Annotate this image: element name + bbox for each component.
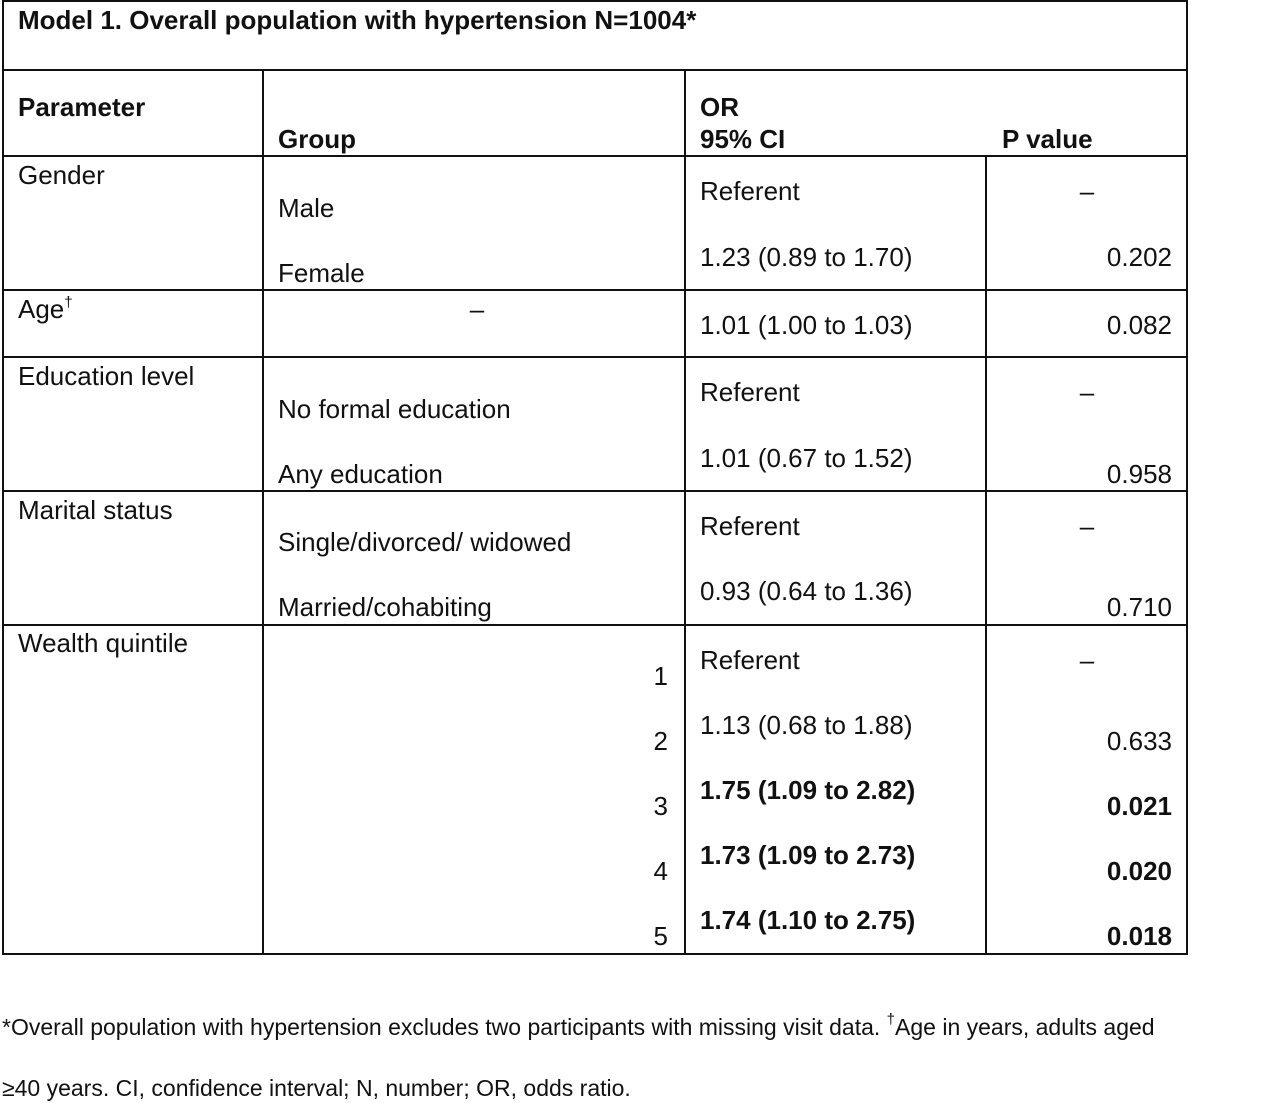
- or-wealth-3: 1.75 (1.09 to 2.82): [700, 775, 916, 805]
- or-education-none: Referent: [700, 377, 800, 407]
- rule-header: [2, 155, 1188, 157]
- group-female: Female: [278, 258, 365, 288]
- footnote-text-b: Age in years, adults aged: [895, 1014, 1155, 1040]
- or-gender-male: Referent: [700, 176, 800, 206]
- param-education: Education level: [18, 361, 195, 391]
- p-wealth-4: 0.020: [1106, 856, 1172, 886]
- group-age: –: [469, 294, 485, 324]
- header-ci: 95% CI: [700, 124, 786, 154]
- footnote-line-2: ≥40 years. CI, confidence interval; N, number; OR, odds ratio.: [2, 1075, 631, 1101]
- p-marital-married: 0.710: [1106, 592, 1172, 622]
- rule-top: [2, 0, 1188, 2]
- table-title: Model 1. Overall population with hypertension N=1004*: [18, 5, 697, 35]
- header-parameter: Parameter: [18, 92, 146, 122]
- or-marital-single: Referent: [700, 511, 800, 541]
- group-wealth-3: 3: [653, 791, 668, 821]
- rule-gender: [2, 289, 1188, 291]
- header-or: OR: [700, 92, 739, 122]
- p-wealth-1: –: [1079, 645, 1095, 675]
- header-pvalue: P value: [1002, 124, 1093, 154]
- or-wealth-5: 1.74 (1.10 to 2.75): [700, 905, 916, 935]
- or-marital-married: 0.93 (0.64 to 1.36): [700, 576, 913, 606]
- p-education-any: 0.958: [1106, 459, 1172, 489]
- or-wealth-1: Referent: [700, 645, 800, 675]
- param-marital: Marital status: [18, 495, 173, 525]
- or-wealth-2: 1.13 (0.68 to 1.88): [700, 710, 913, 740]
- param-age-sup: †: [64, 294, 73, 311]
- p-gender-male: –: [1079, 176, 1095, 206]
- rule-group-or: [684, 69, 686, 955]
- or-gender-female: 1.23 (0.89 to 1.70): [700, 242, 913, 272]
- p-wealth-5: 0.018: [1106, 921, 1172, 951]
- footnote-line-1: [2, 1012, 1155, 1042]
- p-wealth-3: 0.021: [1106, 791, 1172, 821]
- group-married: Married/cohabiting: [278, 592, 492, 622]
- or-age: 1.01 (1.00 to 1.03): [700, 310, 913, 340]
- or-wealth-4: 1.73 (1.09 to 2.73): [700, 840, 916, 870]
- footnote-text-a: *Overall population with hypertension excludes two participants with missing visit data.: [2, 1014, 887, 1040]
- group-single: Single/divorced/ widowed: [278, 527, 572, 557]
- rule-or-p: [985, 155, 987, 955]
- rule-left: [2, 0, 4, 955]
- footnote-dagger: †: [886, 1011, 896, 1028]
- p-wealth-2: 0.633: [1106, 726, 1172, 756]
- rule-title: [2, 69, 1188, 71]
- param-age-label: Age: [18, 294, 65, 324]
- param-age: [18, 294, 73, 324]
- rule-right: [1186, 0, 1188, 955]
- p-marital-single: –: [1079, 511, 1095, 541]
- group-any-education: Any education: [278, 459, 443, 489]
- group-wealth-4: 4: [653, 856, 668, 886]
- param-wealth: Wealth quintile: [18, 628, 189, 658]
- group-wealth-1: 1: [653, 661, 668, 691]
- rule-bottom: [2, 953, 1188, 955]
- group-wealth-2: 2: [653, 726, 668, 756]
- or-education-any: 1.01 (0.67 to 1.52): [700, 443, 913, 473]
- rule-age: [2, 356, 1188, 358]
- rule-param-group: [262, 69, 264, 955]
- group-male: Male: [278, 193, 335, 223]
- group-wealth-5: 5: [653, 921, 668, 951]
- group-no-formal-education: No formal education: [278, 394, 511, 424]
- rule-education: [2, 490, 1188, 492]
- p-age: 0.082: [1106, 310, 1172, 340]
- regression-table: [2, 0, 1188, 955]
- p-education-none: –: [1079, 377, 1095, 407]
- rule-marital: [2, 624, 1188, 626]
- param-gender: Gender: [18, 160, 105, 190]
- p-gender-female: 0.202: [1106, 242, 1172, 272]
- header-group: Group: [278, 124, 356, 154]
